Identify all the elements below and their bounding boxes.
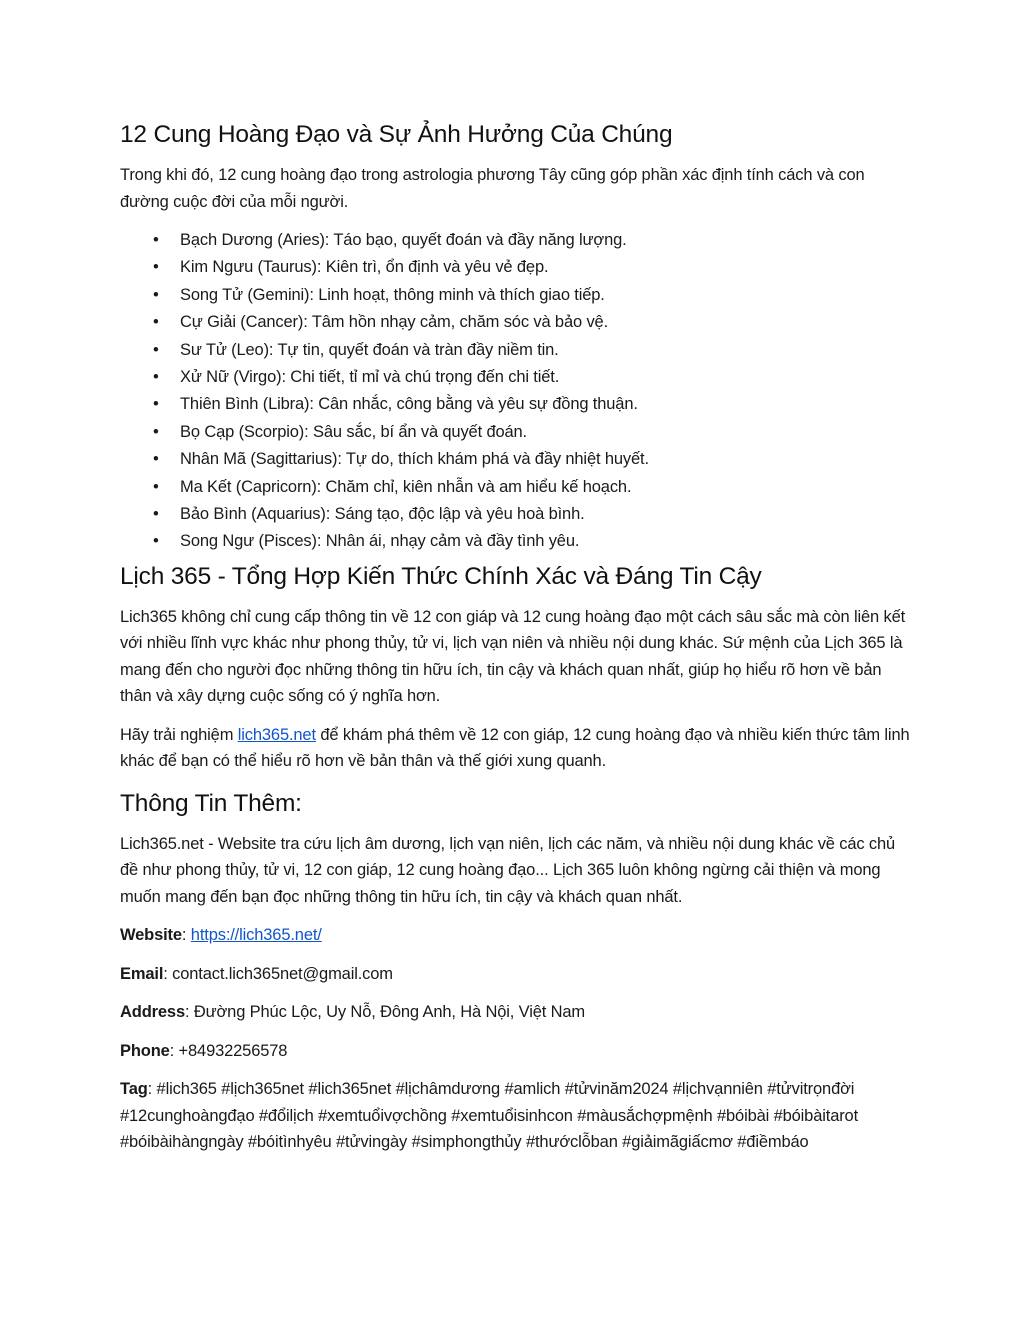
list-item: [120, 528, 910, 555]
website-sep: :: [181, 926, 191, 945]
bullet-icon: •: [153, 505, 159, 524]
bullet-icon: •: [153, 477, 159, 496]
tag-value: : #lich365 #lịch365net #lich365net #lịchâmdương #amlich #tửvinăm2024 #lịchvạnniên #tửvitrọnđời #12cunghoàngđạo #đổilịch #xemtuổivợchồng #xemtuổisinhcon #màusắchợpmệnh #bóibài #bóibàitarot #bóibàihàngngày #bóitìnhyêu #tửvingày #simphongthủy #thướclỗban #giảimãgiấcmơ #điềmbáo: [120, 1080, 859, 1152]
phone-label: Phone: [120, 1041, 170, 1060]
document-page: [120, 118, 910, 1168]
list-item-text: Bạch Dương (Aries): Táo bạo, quyết đoán và đầy năng lượng.: [180, 231, 627, 249]
section-heading-zodiac: 12 Cung Hoàng Đạo và Sự Ảnh Hưởng Của Chúng: [120, 121, 673, 148]
lich365-link[interactable]: lich365.net: [237, 725, 316, 744]
list-item-text: Nhân Mã (Sagittarius): Tự do, thích khám phá và đầy nhiệt huyết.: [180, 450, 649, 469]
website-label: Website: [120, 926, 182, 945]
lich365-description-paragraph: Lich365 không chỉ cung cấp thông tin về 12 con giáp và 12 cung hoàng đạo một cách sâu sắc mà còn liên kết với nhiều lĩnh vực khác như phong thủy, tử vi, lịch vạn niên và nhiều nội dung khác. Sứ mệnh của Lịch 365 là mang đến cho người đọc những thông tin hữu ích, tin cậy và khách quan nhất, giúp họ hiểu rõ hơn về bản thân và xây dựng cuộc sống có ý nghĩa hơn.: [120, 607, 906, 706]
email-line: [120, 961, 910, 988]
list-item: [120, 446, 910, 473]
list-item-text: Song Tử (Gemini): Linh hoạt, thông minh và thích giao tiếp.: [180, 285, 605, 304]
bullet-icon: •: [153, 395, 159, 414]
invite-text-after: để khám phá thêm về 12 con giáp, 12 cung hoàng đạo và nhiều kiến thức tâm linh khác để bạn có thể hiểu rõ hơn về bản thân và thế giới xung quanh.: [120, 725, 910, 771]
list-item: [120, 337, 910, 364]
email-label: Email: [120, 964, 164, 983]
list-item: [120, 474, 910, 501]
list-item-text: Bảo Bình (Aquarius): Sáng tạo, độc lập và yêu hoà bình.: [180, 505, 585, 524]
phone-value: : +84932256578: [169, 1041, 288, 1060]
list-item-text: Cự Giải (Cancer): Tâm hồn nhạy cảm, chăm sóc và bảo vệ.: [180, 313, 609, 332]
bullet-icon: •: [153, 313, 159, 332]
list-item-text: Ma Kết (Capricorn): Chăm chỉ, kiên nhẫn và am hiểu kế hoạch.: [180, 477, 632, 496]
bullet-icon: •: [153, 368, 159, 387]
list-item-text: Song Ngư (Pisces): Nhân ái, nhạy cảm và đầy tình yêu.: [180, 532, 580, 551]
list-item: [120, 282, 910, 309]
list-item: [120, 254, 910, 281]
more-info-paragraph: Lich365.net - Website tra cứu lịch âm dương, lịch vạn niên, lịch các năm, và nhiều nội dung khác về các chủ đề như phong thủy, tử vi, 12 con giáp, 12 cung hoàng đạo... Lịch 365 luôn không ngừng cải thiện và mong muốn mang đến bạn đọc những thông tin hữu ích, tin cậy và khách quan nhất.: [120, 834, 896, 906]
phone-line: [120, 1038, 910, 1065]
bullet-icon: •: [153, 285, 159, 304]
bullet-icon: •: [153, 340, 159, 359]
list-item: [120, 227, 910, 254]
list-item-text: Xử Nữ (Virgo): Chi tiết, tỉ mỉ và chú trọng đến chi tiết.: [180, 368, 560, 387]
tag-label: Tag: [120, 1080, 148, 1099]
bullet-icon: •: [153, 532, 159, 551]
address-line: [120, 999, 910, 1026]
address-label: Address: [120, 1003, 185, 1022]
section-heading-more-info: Thông Tin Thêm:: [120, 789, 302, 817]
list-item: [120, 501, 910, 528]
list-item-text: Sư Tử (Leo): Tự tin, quyết đoán và tràn đầy niềm tin.: [180, 340, 559, 359]
tag-line: [120, 1076, 910, 1156]
invite-text-before: Hãy trải nghiệm: [120, 725, 238, 744]
bullet-icon: •: [153, 450, 159, 469]
bullet-icon: •: [153, 231, 159, 249]
list-item: [120, 309, 910, 336]
section-heading-lich365: Lịch 365 - Tổng Hợp Kiến Thức Chính Xác và Đáng Tin Cậy: [120, 562, 762, 590]
list-item: [120, 364, 910, 391]
website-line: [120, 922, 910, 949]
list-item-text: Bọ Cạp (Scorpio): Sâu sắc, bí ẩn và quyết đoán.: [180, 422, 527, 441]
list-item: [120, 419, 910, 446]
list-item-text: Kim Ngưu (Taurus): Kiên trì, ổn định và yêu vẻ đẹp.: [180, 258, 549, 277]
zodiac-list: [120, 227, 910, 556]
bullet-icon: •: [153, 422, 159, 441]
address-value: : Đường Phúc Lộc, Uy Nỗ, Đông Anh, Hà Nội, Việt Nam: [184, 1003, 586, 1022]
website-link[interactable]: https://lich365.net/: [190, 926, 322, 945]
list-item-text: Thiên Bình (Libra): Cân nhắc, công bằng và yêu sự đồng thuận.: [180, 395, 638, 414]
lich365-invite-paragraph: [120, 722, 910, 775]
bullet-icon: •: [153, 258, 159, 277]
zodiac-intro-paragraph: Trong khi đó, 12 cung hoàng đạo trong astrologia phương Tây cũng góp phần xác định tính cách và con đường cuộc đời của mỗi người.: [120, 166, 865, 211]
list-item: [120, 391, 910, 418]
email-value: : contact.lich365net@gmail.com: [163, 964, 393, 983]
